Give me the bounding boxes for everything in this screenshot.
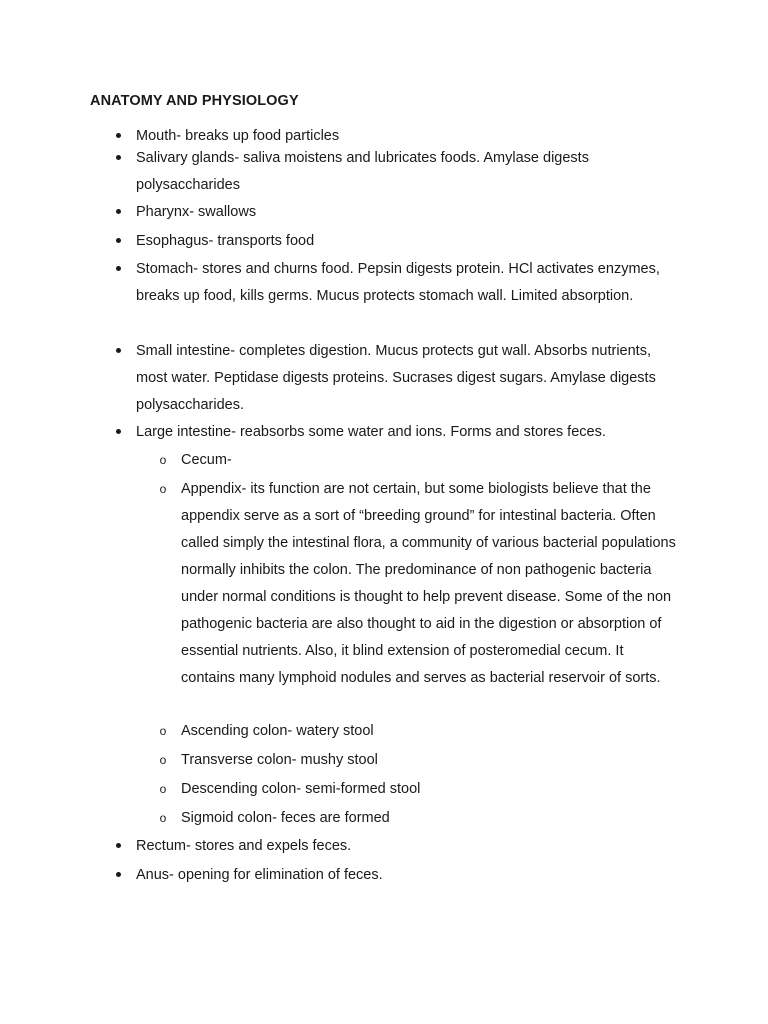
sublist-item-text: Ascending colon- watery stool (181, 723, 374, 739)
document-title: ANATOMY AND PHYSIOLOGY (90, 93, 299, 109)
bullet-marker (112, 862, 124, 889)
list-item-text: Stomach- stores and churns food. Pepsin digests protein. HCl activates enzymes, breaks up food, kills germs. Mucus protects stomach wall. Limited absorption. (136, 261, 660, 304)
sub-bullet-marker: o (159, 724, 167, 738)
bullet-marker (112, 228, 124, 255)
bullet-marker (112, 256, 124, 283)
sublist-item-text: Sigmoid colon- feces are formed (181, 810, 390, 826)
list-item-text: Anus- opening for elimination of feces. (136, 867, 383, 883)
bullet-marker (112, 833, 124, 860)
sub-bullet-marker: o (159, 753, 167, 767)
list-item-text: Small intestine- completes digestion. Mucus protects gut wall. Absorbs nutrients, most water. Peptidase digests proteins. Sucrases digest sugars. Amylase digests polysaccharides. (136, 343, 656, 413)
sub-bullet-marker: o (159, 453, 167, 467)
sub-bullet-marker: o (159, 782, 167, 796)
sublist-item-text: Descending colon- semi-formed stool (181, 781, 421, 797)
bullet-marker (112, 419, 124, 446)
sublist-item-text: Appendix- its function are not certain, but some biologists believe that the appendix serve as a sort of “breeding ground” for intestinal bacteria. Often called simply the intestinal flora, a community of various bacterial populations normally inhibits the colon. The predominance of non pathogenic bacteria under normal conditions is thought to help prevent disease. Some of the non pathogenic bacteria are also thought to aid in the digestion or absorption of essential nutrients. Also, it blind extension of posteromedial cecum. It contains many lymphoid nodules and serves as bacterial reservoir of sorts. (181, 481, 676, 686)
sublist-item-text: Cecum- (181, 452, 232, 468)
list-item-text: Esophagus- transports food (136, 233, 315, 249)
bullet-marker (112, 199, 124, 226)
bullet-marker (112, 338, 124, 365)
sub-bullet-marker: o (159, 482, 167, 496)
list-item-text: Pharynx- swallows (136, 204, 257, 220)
list-item-text: Large intestine- reabsorbs some water and ions. Forms and stores feces. (136, 424, 606, 440)
list-item-text: Mouth- breaks up food particles (136, 128, 340, 144)
list-item-text: Rectum- stores and expels feces. (136, 838, 352, 854)
sub-bullet-marker: o (159, 811, 167, 825)
bullet-marker (112, 145, 124, 172)
sublist-item-text: Transverse colon- mushy stool (181, 752, 378, 768)
list-item-text: Salivary glands- saliva moistens and lubricates foods. Amylase digests polysaccharides (136, 150, 589, 193)
